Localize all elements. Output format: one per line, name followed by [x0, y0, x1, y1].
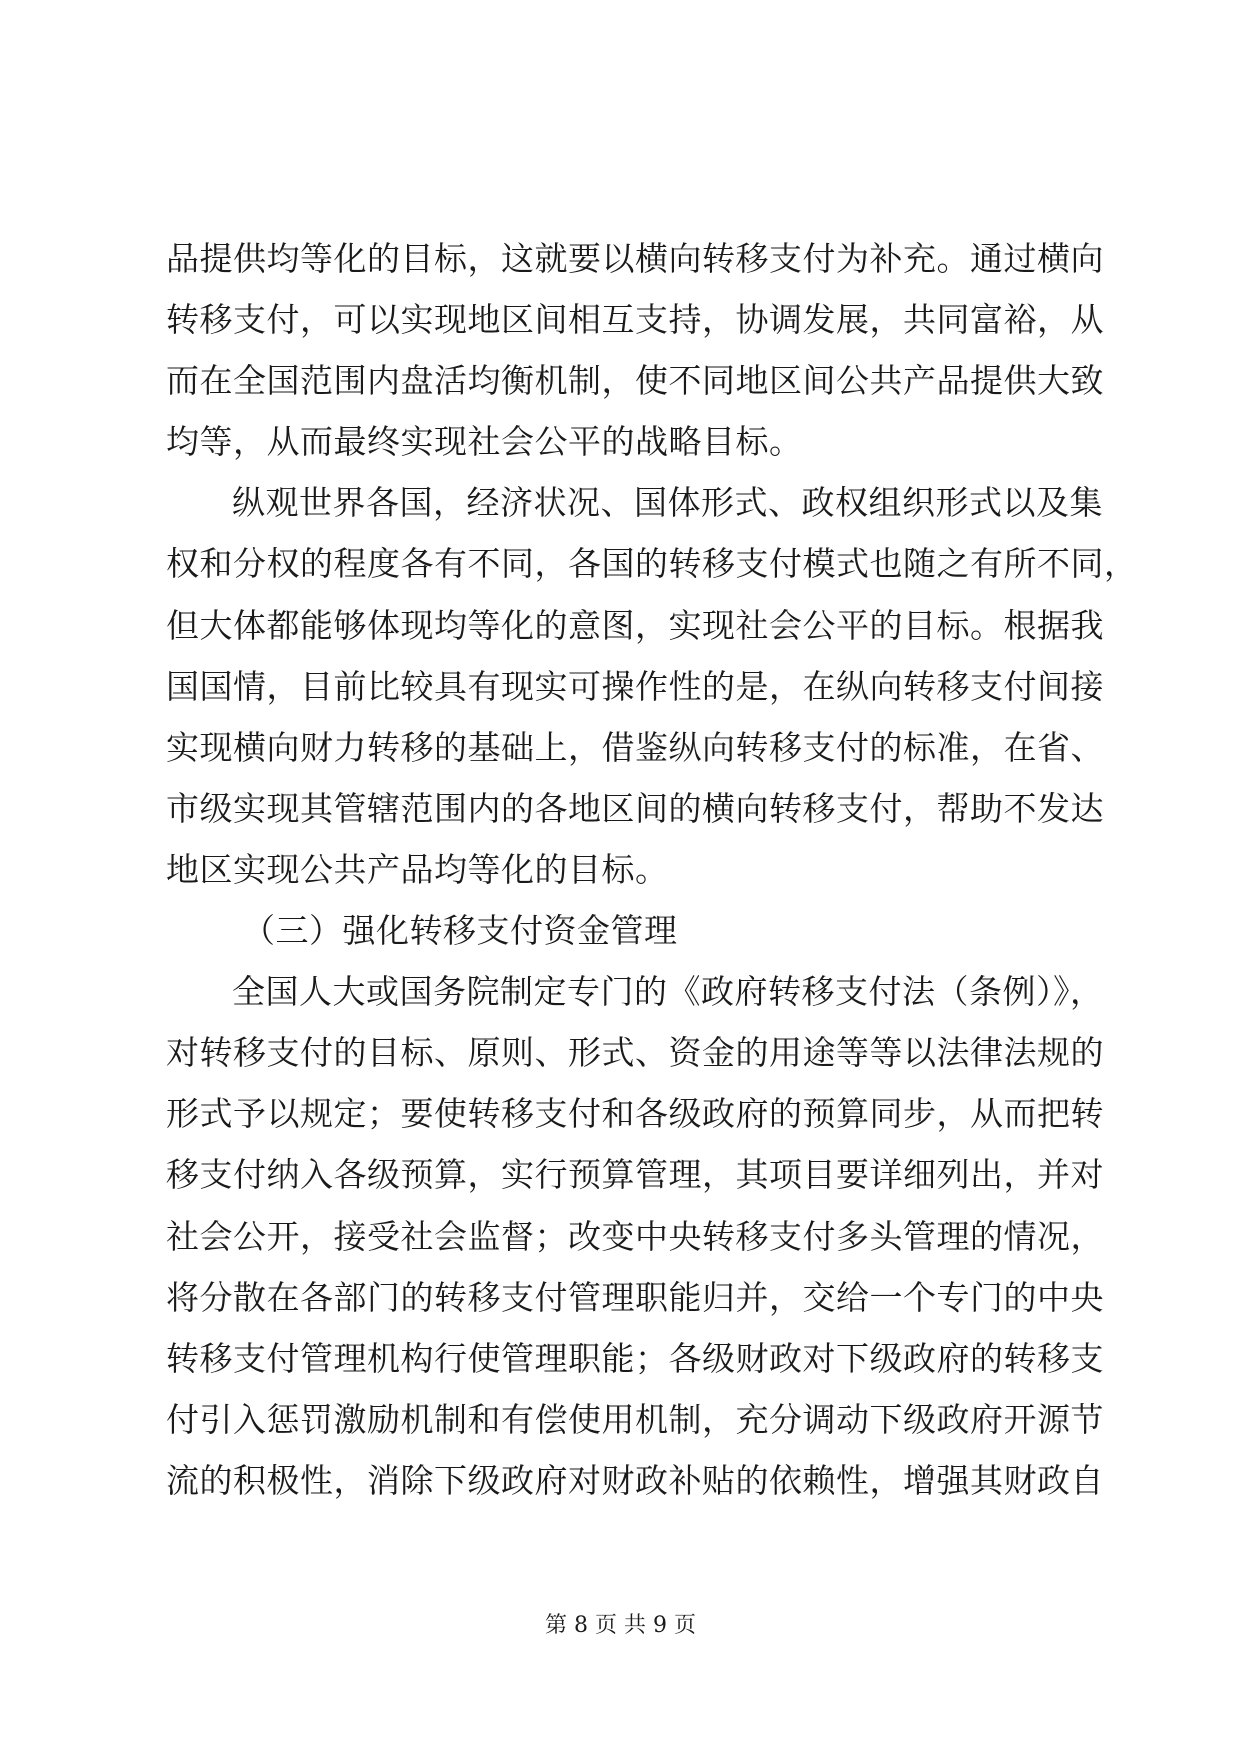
paragraph-line: 实现横向财力转移的基础上，借鉴纵向转移支付的标准，在省、 — [166, 727, 1104, 767]
paragraph-line: 但大体都能够体现均等化的意图，实现社会公平的目标。根据我 — [166, 605, 1104, 645]
paragraph-line: 流的积极性，消除下级政府对财政补贴的依赖性，增强其财政自 — [166, 1460, 1104, 1500]
paragraph-line: 国国情，目前比较具有现实可操作性的是，在纵向转移支付间接 — [166, 666, 1104, 706]
paragraph-line: 而在全国范围内盘活均衡机制，使不同地区间公共产品提供大致 — [166, 361, 1104, 401]
paragraph-line: 市级实现其管辖范围内的各地区间的横向转移支付，帮助不发达 — [166, 788, 1104, 828]
paragraph-line: 均等，从而最终实现社会公平的战略目标。 — [166, 422, 803, 462]
paragraph-line: 付引入惩罚激励机制和有偿使用机制，充分调动下级政府开源节 — [166, 1399, 1104, 1439]
paragraph-line: 对转移支付的目标、原则、形式、资金的用途等等以法律法规的 — [166, 1033, 1104, 1073]
page-total: 共 9 页 — [624, 1613, 696, 1638]
paragraph-line: 转移支付管理机构行使管理职能；各级财政对下级政府的转移支 — [166, 1338, 1104, 1378]
paragraph-line: 移支付纳入各级预算，实行预算管理，其项目要详细列出，并对 — [166, 1155, 1104, 1195]
paragraph-line: 形式予以规定；要使转移支付和各级政府的预算同步，从而把转 — [166, 1094, 1104, 1134]
document-body — [166, 228, 1138, 1511]
paragraph-line: 将分散在各部门的转移支付管理职能归并，交给一个专门的中央 — [166, 1277, 1104, 1317]
paragraph-line: 转移支付，可以实现地区间相互支持，协调发展，共同富裕，从 — [166, 300, 1104, 340]
page-number: 第 8 页 — [545, 1613, 617, 1638]
paragraph-line: 权和分权的程度各有不同，各国的转移支付模式也随之有所不同， — [166, 544, 1138, 584]
paragraph-line: 社会公开，接受社会监督；改变中央转移支付多头管理的情况， — [166, 1216, 1104, 1256]
paragraph-line: 地区实现公共产品均等化的目标。 — [166, 849, 669, 889]
paragraph-line: 品提供均等化的目标，这就要以横向转移支付为补充。通过横向 — [166, 239, 1104, 278]
section-heading: （三）强化转移支付资金管理 — [242, 911, 678, 951]
paragraph-line: 全国人大或国务院制定专门的《政府转移支付法（条例）》， — [232, 972, 1104, 1012]
paragraph-line: 纵观世界各国，经济状况、国体形式、政权组织形式以及集 — [232, 483, 1103, 523]
page-footer — [0, 1608, 1241, 1639]
